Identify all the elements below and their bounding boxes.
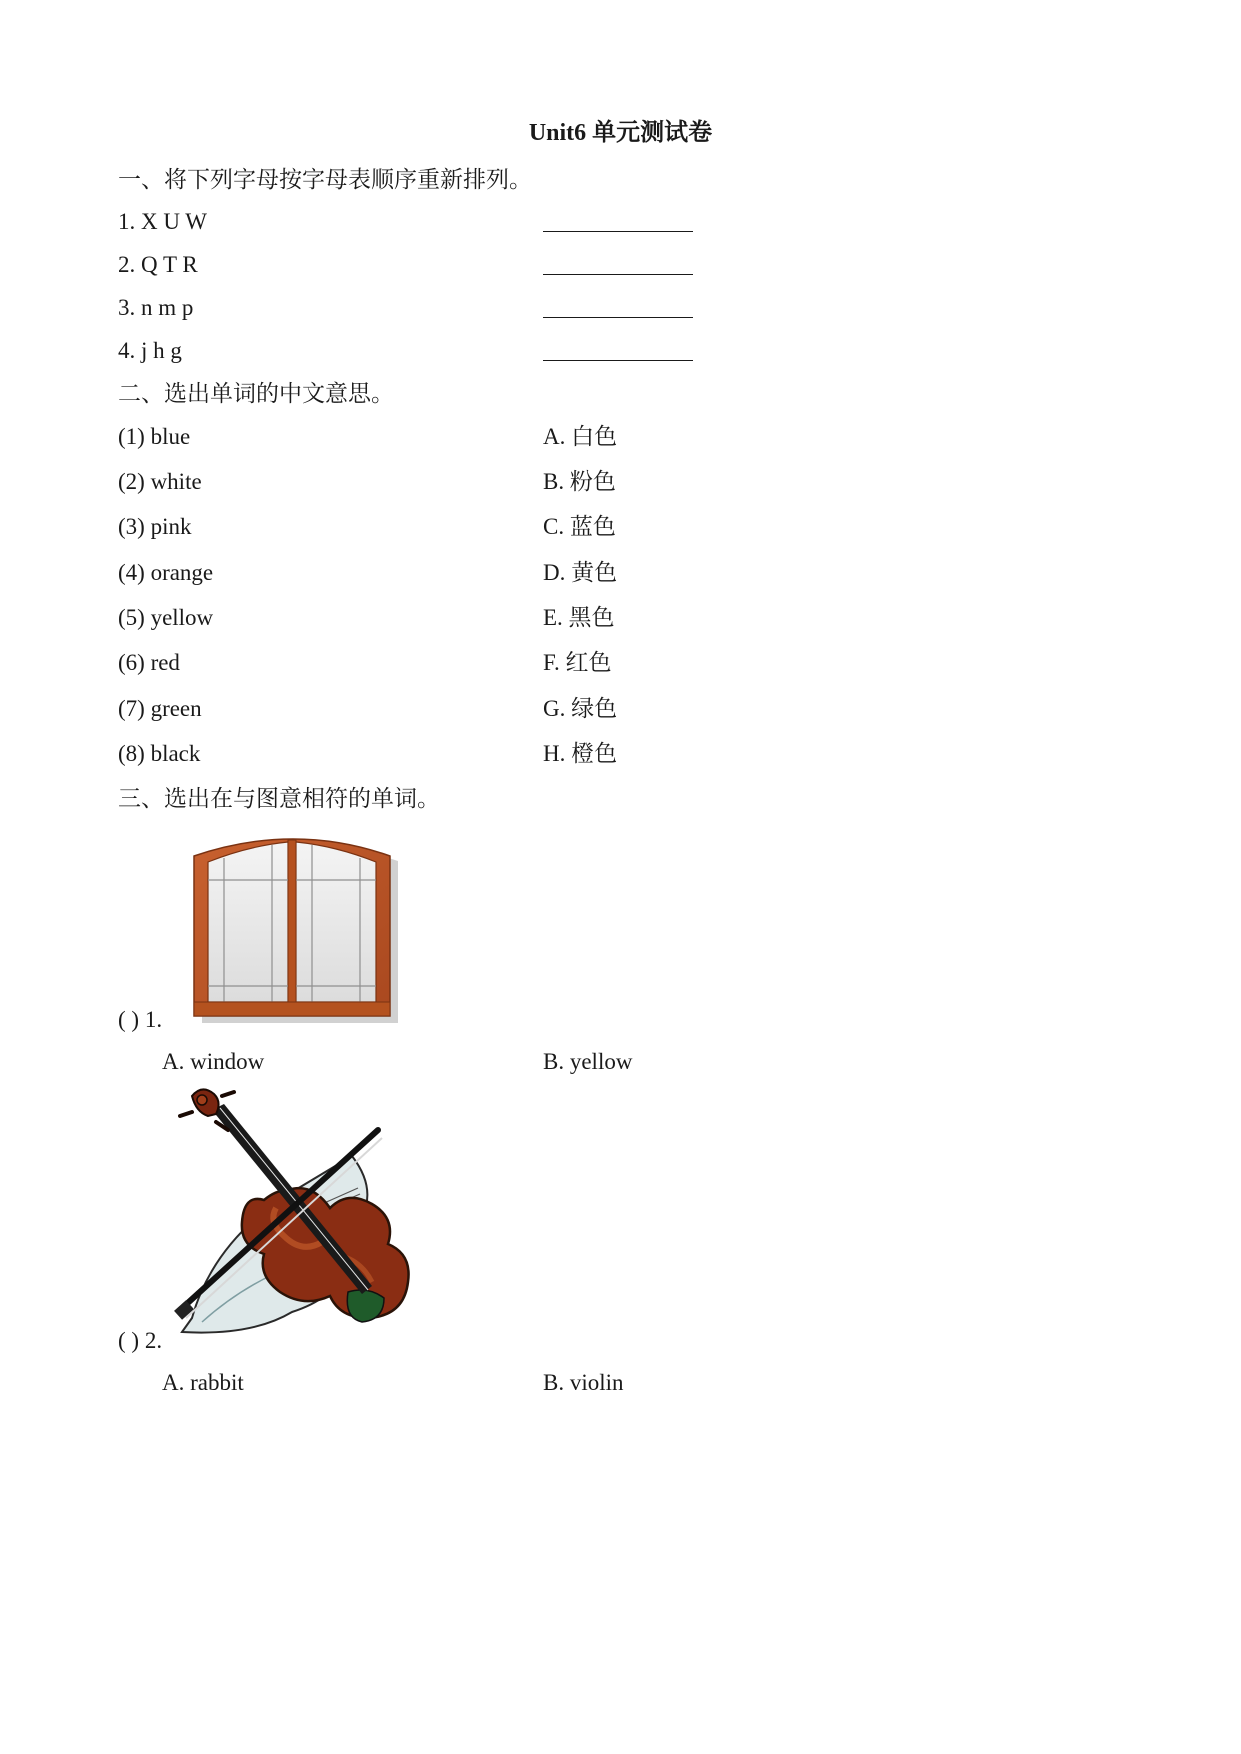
question-2-number: ( ) 2. [118,1328,163,1353]
section1-heading: 一、将下列字母按字母表顺序重新排列。 [118,167,532,192]
answer-blank-4[interactable] [543,342,693,365]
word-item: (8) black [118,741,201,766]
answer-blank-1[interactable] [543,213,693,236]
word-item: (2) white [118,469,202,494]
meaning-item: F. 红色 [543,650,612,675]
question-1-option-a[interactable]: A. window [162,1049,265,1074]
word-item: (6) red [118,650,180,675]
word-item: (7) green [118,696,202,721]
question-2-option-b[interactable]: B. violin [543,1370,624,1395]
question-1-option-b[interactable]: B. yellow [543,1049,633,1074]
section2-heading: 二、选出单词的中文意思。 [118,381,394,406]
ordering-item-4: 4. j h g [118,338,182,363]
meaning-item: G. 绿色 [543,696,618,721]
ordering-item-3: 3. n m p [118,295,194,320]
answer-blank-3[interactable] [543,299,693,322]
question-2-option-a[interactable]: A. rabbit [162,1370,244,1395]
word-item: (3) pink [118,514,192,539]
meaning-item: A. 白色 [543,424,618,449]
page-title: Unit6 单元测试卷 [528,120,713,146]
meaning-item: E. 黑色 [543,605,615,630]
word-item: (4) orange [118,560,214,585]
word-item: (1) blue [118,424,191,449]
word-item: (5) yellow [118,605,214,630]
answer-blank-2[interactable] [543,256,693,279]
ordering-item-1: 1. X U W [118,209,208,234]
window-icon [188,828,400,1023]
meaning-item: D. 黄色 [543,560,618,585]
section3-heading: 三、选出在与图意相符的单词。 [118,786,440,811]
meaning-item: C. 蓝色 [543,514,616,539]
ordering-item-2: 2. Q T R [118,252,198,277]
question-1-number: ( ) 1. [118,1007,163,1032]
violin-icon [172,1086,428,1348]
meaning-item: H. 橙色 [543,741,618,766]
meaning-item: B. 粉色 [543,469,616,494]
